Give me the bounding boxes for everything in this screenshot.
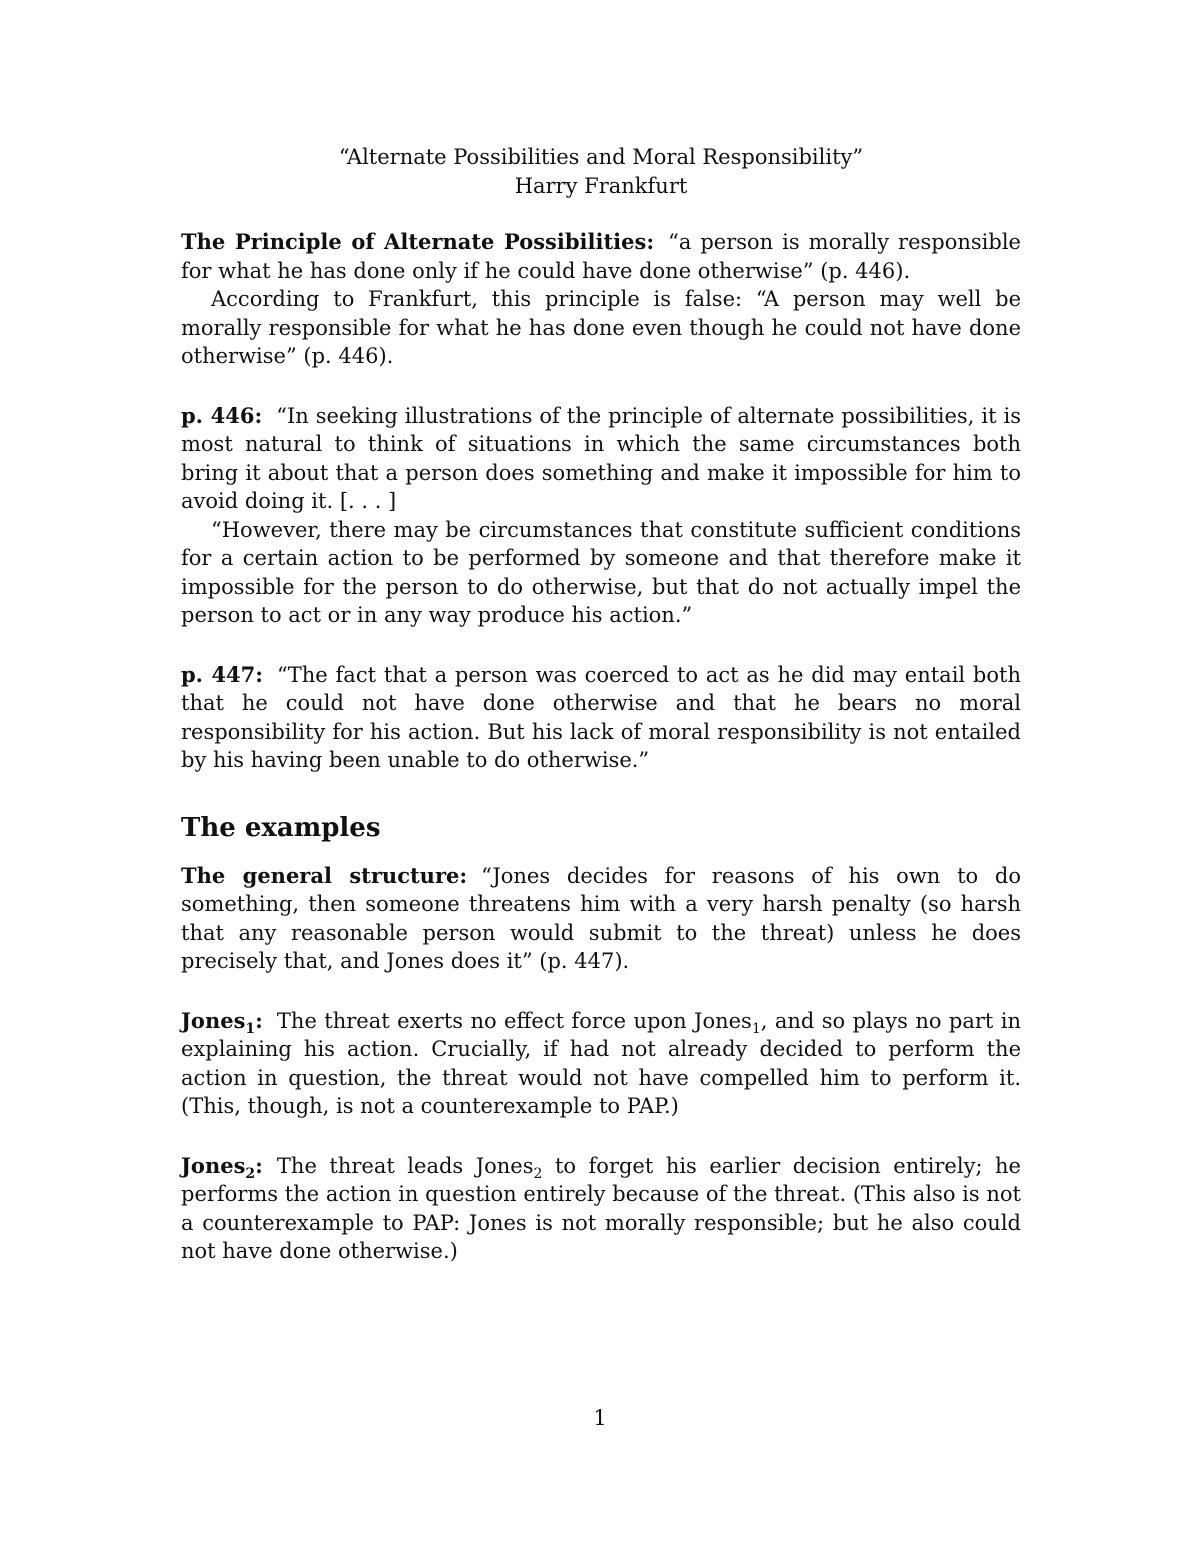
title-block — [181, 143, 1021, 200]
jones1-label: Jones$_1$: — [181, 1007, 263, 1037]
pap-label: The Principle of Alternate Possibilities: — [181, 229, 655, 254]
jones1-text-a: The threat exerts no effect force upon Jones — [276, 1008, 752, 1033]
quote-447-label: p. 447: — [181, 661, 264, 687]
general-structure-label: The general structure: — [181, 862, 468, 888]
quote-446-label: p. 446: — [181, 402, 263, 428]
jones1-text-b: , and so plays no part in explaining his action. Crucially, if had not already decided to perform the action in question, the threat would not have compelled him to perform it. (This, though, is not a counterexample to PAP.) — [181, 1008, 1021, 1118]
jones2-paragraph — [181, 1152, 1021, 1266]
quote-447-text: “The fact that a person was coerced to act as he did may entail both that he could not have done otherwise and that he bears no moral responsibility for his action. But his lack of moral responsibility is not entailed by his having been unable to do otherwise.” — [181, 662, 1021, 772]
jones2-label: Jones$_2$: — [181, 1152, 263, 1182]
jones2-text-b: to forget his earlier decision entirely; he performs the action in question entirely because of the threat. (This also is not a counterexample to PAP: Jones is not morally responsible; but he also could not have done otherwise.) — [181, 1153, 1021, 1263]
pap-follow-paragraph: According to Frankfurt, this principle is false: “A person may well be morally responsible for what he has done even though he could not have done otherwise” (p. 446). — [181, 287, 1021, 368]
general-structure-text: “Jones decides for reasons of his own to do something, then someone threatens him with a very harsh penalty (so harsh that any reasonable person would submit to the threat) unless he does precisely that, and Jones does it” (p. 447). — [181, 863, 1021, 973]
general-structure-paragraph — [181, 862, 1021, 976]
quote-447-paragraph — [181, 661, 1021, 775]
jones2-text-a: The threat leads Jones — [276, 1153, 534, 1178]
examples-heading: The examples — [181, 812, 381, 843]
jones2-text-sub: 2 — [533, 1165, 543, 1182]
page-number: 1 — [593, 1406, 607, 1430]
quote-446-text: “In seeking illustrations of the principle of alternate possibilities, it is most natural to think of situations in which the same circumstances both bring it about that a person does something and make it impossible for him to avoid doing it. [. . . ] — [181, 403, 1021, 513]
paper-title: “Alternate Possibilities and Moral Responsibility” — [338, 145, 864, 169]
document-page — [181, 143, 1021, 1266]
jones1-paragraph — [181, 1007, 1021, 1121]
pap-text: “a person is morally responsible for what he has done only if he could have done otherwise” (p. 446). — [181, 230, 1021, 283]
paper-author: Harry Frankfurt — [514, 173, 688, 198]
pap-paragraph — [181, 228, 1021, 285]
jones1-text-sub: 1 — [751, 1020, 761, 1037]
quote-446-paragraph — [181, 402, 1021, 516]
quote-446-second-paragraph: “However, there may be circumstances that constitute sufficient conditions for a certain action to be performed by someone and that therefore make it impossible for the person to do otherwise, but that do not actually impel the person to act or in any way produce his action.” — [181, 517, 1021, 627]
